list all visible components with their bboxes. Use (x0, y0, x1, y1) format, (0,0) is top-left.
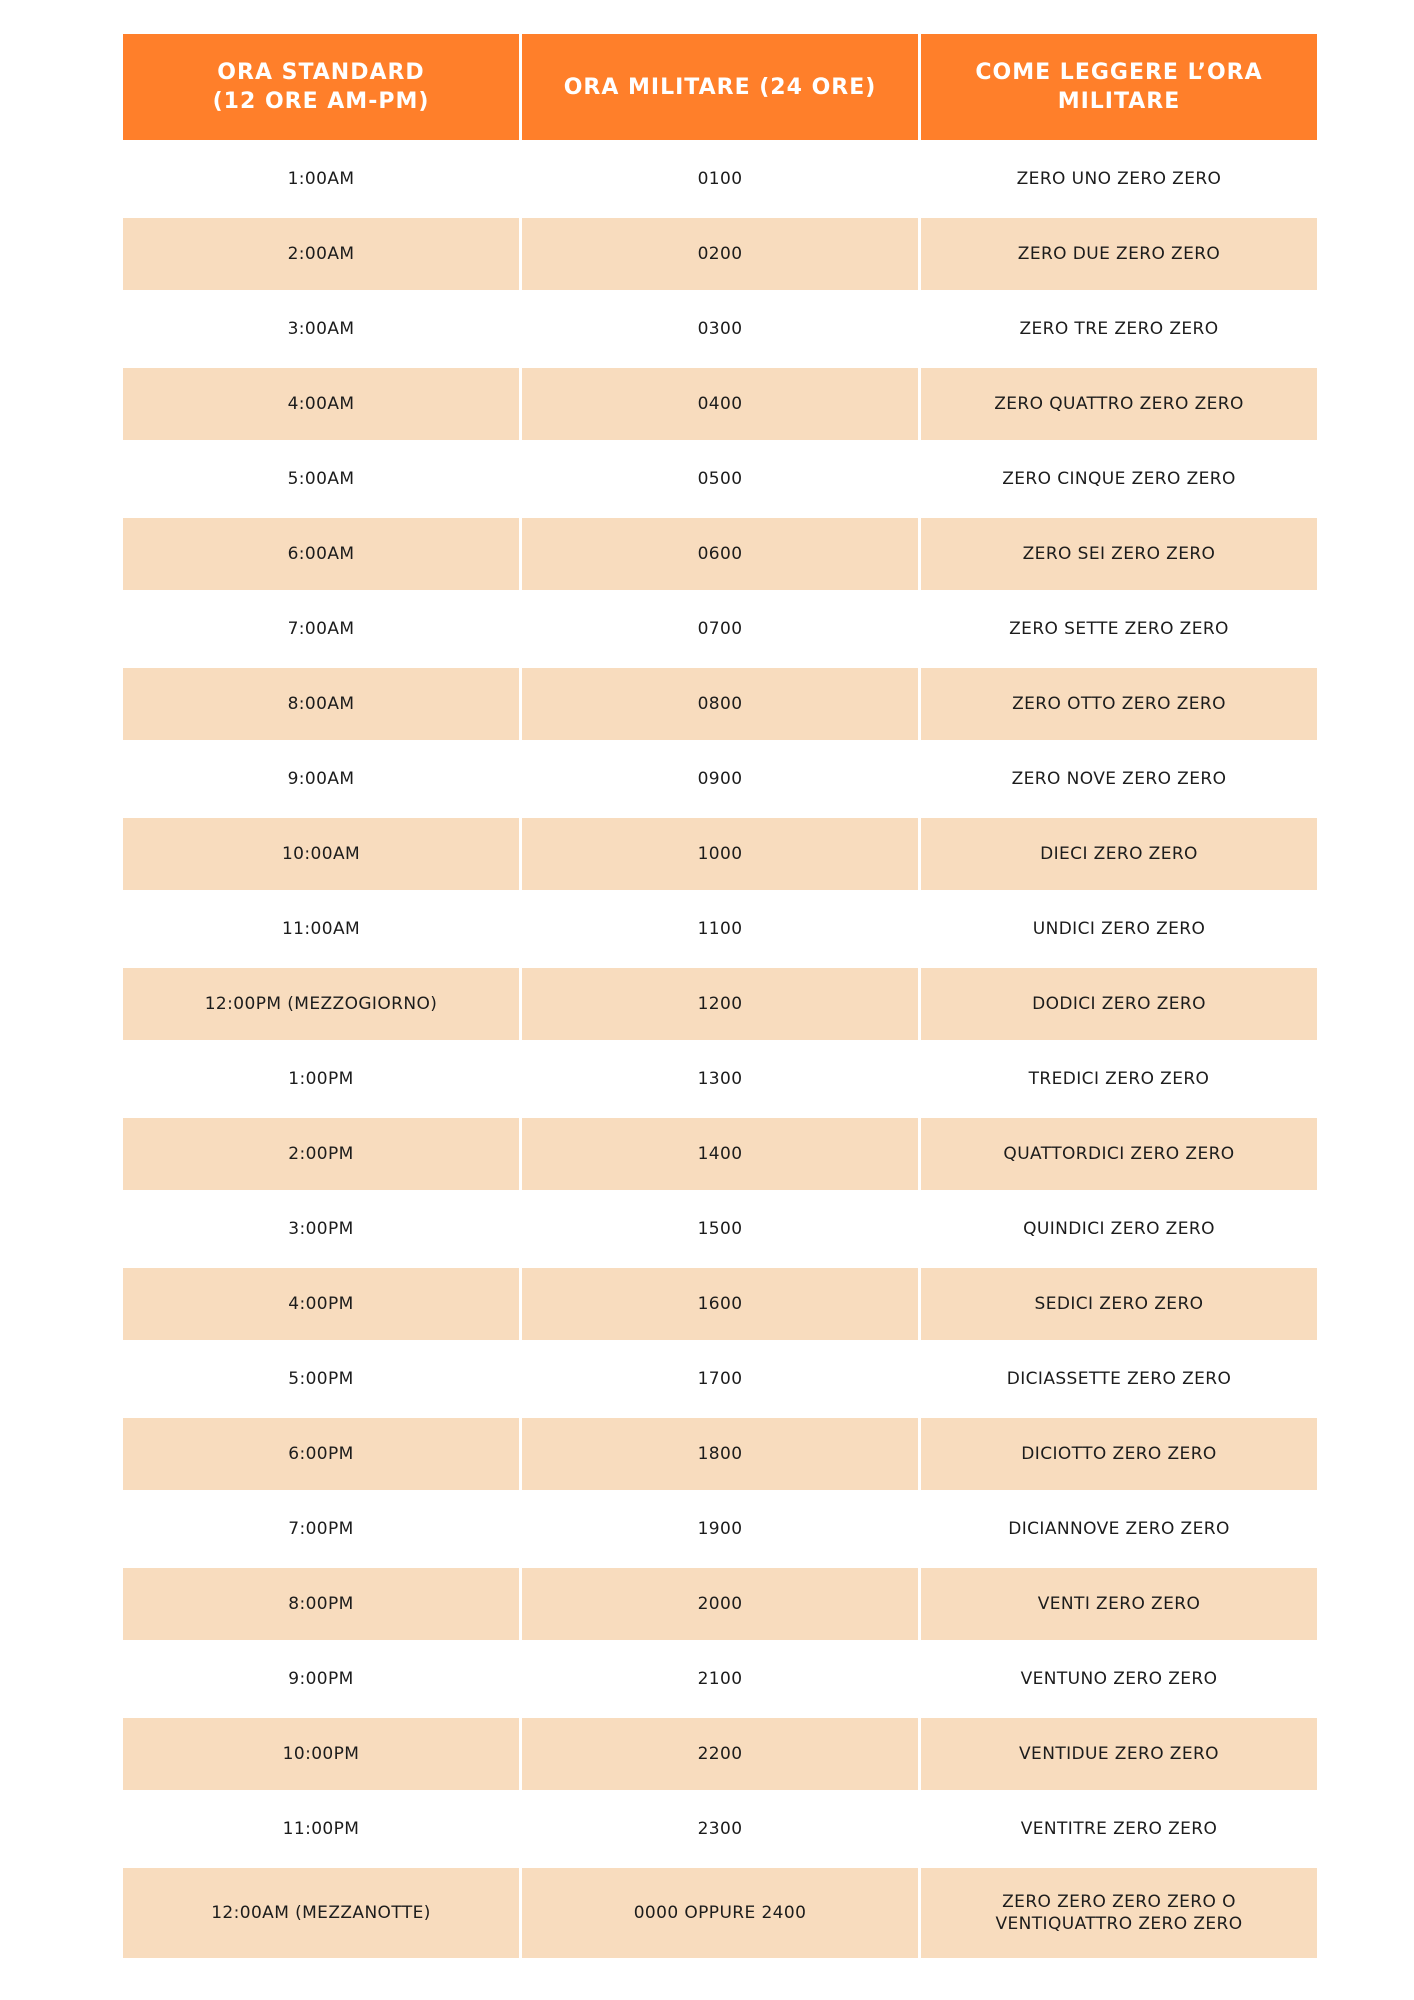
reading-cell: VENTITRE ZERO ZERO (921, 1793, 1317, 1865)
reading-cell: DIECI ZERO ZERO (921, 818, 1317, 890)
military-time-cell: 1700 (522, 1343, 918, 1415)
military-time-cell: 1200 (522, 968, 918, 1040)
reading-cell: ZERO SETTE ZERO ZERO (921, 593, 1317, 665)
standard-time-cell: 7:00PM (123, 1493, 519, 1565)
table-row (123, 143, 1317, 215)
reading-cell: QUINDICI ZERO ZERO (921, 1193, 1317, 1265)
table-row (123, 1643, 1317, 1715)
table-row (123, 818, 1317, 890)
military-time-cell: 0400 (522, 368, 918, 440)
military-time-cell: 0100 (522, 143, 918, 215)
military-time-cell: 0000 OPPURE 2400 (522, 1868, 918, 1958)
reading-cell: ZERO SEI ZERO ZERO (921, 518, 1317, 590)
standard-time-cell: 10:00PM (123, 1718, 519, 1790)
table-row (123, 1718, 1317, 1790)
reading-cell: ZERO CINQUE ZERO ZERO (921, 443, 1317, 515)
standard-time-cell: 4:00PM (123, 1268, 519, 1340)
header-how-to-read: COME LEGGERE L’ORA MILITARE (921, 34, 1317, 140)
reading-cell: DICIOTTO ZERO ZERO (921, 1418, 1317, 1490)
standard-time-cell: 5:00AM (123, 443, 519, 515)
military-time-cell: 1900 (522, 1493, 918, 1565)
military-time-cell: 0800 (522, 668, 918, 740)
military-time-cell: 2300 (522, 1793, 918, 1865)
table-row (123, 1118, 1317, 1190)
standard-time-cell: 1:00PM (123, 1043, 519, 1115)
standard-time-cell: 8:00AM (123, 668, 519, 740)
standard-time-cell: 7:00AM (123, 593, 519, 665)
table-row (123, 1268, 1317, 1340)
reading-cell: ZERO OTTO ZERO ZERO (921, 668, 1317, 740)
military-time-cell: 2000 (522, 1568, 918, 1640)
reading-cell: VENTI ZERO ZERO (921, 1568, 1317, 1640)
military-time-cell: 0900 (522, 743, 918, 815)
standard-time-cell: 8:00PM (123, 1568, 519, 1640)
reading-cell: DODICI ZERO ZERO (921, 968, 1317, 1040)
table-row (123, 1793, 1317, 1865)
standard-time-cell: 4:00AM (123, 368, 519, 440)
standard-time-cell: 6:00AM (123, 518, 519, 590)
standard-time-cell: 9:00AM (123, 743, 519, 815)
table-row (123, 968, 1317, 1040)
standard-time-cell: 6:00PM (123, 1418, 519, 1490)
table-header-row (123, 34, 1317, 140)
standard-time-cell: 11:00PM (123, 1793, 519, 1865)
table-row (123, 893, 1317, 965)
standard-time-cell: 12:00AM (MEZZANOTTE) (123, 1868, 519, 1958)
table-row (123, 218, 1317, 290)
table-row (123, 668, 1317, 740)
military-time-cell: 0300 (522, 293, 918, 365)
standard-time-cell: 3:00AM (123, 293, 519, 365)
military-time-cell: 1000 (522, 818, 918, 890)
military-time-cell: 1100 (522, 893, 918, 965)
table-row (123, 1418, 1317, 1490)
military-time-cell: 0600 (522, 518, 918, 590)
header-military-time: ORA MILITARE (24 ORE) (522, 34, 918, 140)
table-row (123, 1043, 1317, 1115)
military-time-table (123, 34, 1317, 1958)
reading-cell: ZERO NOVE ZERO ZERO (921, 743, 1317, 815)
reading-cell: ZERO TRE ZERO ZERO (921, 293, 1317, 365)
reading-cell: ZERO UNO ZERO ZERO (921, 143, 1317, 215)
standard-time-cell: 10:00AM (123, 818, 519, 890)
standard-time-cell: 2:00AM (123, 218, 519, 290)
table-row (123, 1193, 1317, 1265)
standard-time-cell: 11:00AM (123, 893, 519, 965)
military-time-cell: 1600 (522, 1268, 918, 1340)
header-standard-time: ORA STANDARD (12 ORE AM-PM) (123, 34, 519, 140)
table-row (123, 1493, 1317, 1565)
reading-cell: SEDICI ZERO ZERO (921, 1268, 1317, 1340)
military-time-cell: 0500 (522, 443, 918, 515)
military-time-cell: 1400 (522, 1118, 918, 1190)
standard-time-cell: 5:00PM (123, 1343, 519, 1415)
reading-cell: ZERO QUATTRO ZERO ZERO (921, 368, 1317, 440)
reading-cell: TREDICI ZERO ZERO (921, 1043, 1317, 1115)
military-time-cell: 2100 (522, 1643, 918, 1715)
table-row (123, 293, 1317, 365)
standard-time-cell: 2:00PM (123, 1118, 519, 1190)
standard-time-cell: 12:00PM (MEZZOGIORNO) (123, 968, 519, 1040)
table-row (123, 443, 1317, 515)
reading-cell: DICIASSETTE ZERO ZERO (921, 1343, 1317, 1415)
reading-cell: VENTUNO ZERO ZERO (921, 1643, 1317, 1715)
reading-cell: ZERO ZERO ZERO ZERO O VENTIQUATTRO ZERO ZERO (921, 1868, 1317, 1958)
reading-cell: VENTIDUE ZERO ZERO (921, 1718, 1317, 1790)
reading-cell: ZERO DUE ZERO ZERO (921, 218, 1317, 290)
table-row (123, 743, 1317, 815)
reading-cell: DICIANNOVE ZERO ZERO (921, 1493, 1317, 1565)
standard-time-cell: 1:00AM (123, 143, 519, 215)
reading-cell: QUATTORDICI ZERO ZERO (921, 1118, 1317, 1190)
table-row (123, 1568, 1317, 1640)
military-time-cell: 0700 (522, 593, 918, 665)
military-time-cell: 0200 (522, 218, 918, 290)
table-row (123, 593, 1317, 665)
table-row (123, 1868, 1317, 1958)
military-time-cell: 1300 (522, 1043, 918, 1115)
reading-cell: UNDICI ZERO ZERO (921, 893, 1317, 965)
military-time-cell: 1500 (522, 1193, 918, 1265)
table-row (123, 1343, 1317, 1415)
table-row (123, 368, 1317, 440)
standard-time-cell: 3:00PM (123, 1193, 519, 1265)
table-row (123, 518, 1317, 590)
standard-time-cell: 9:00PM (123, 1643, 519, 1715)
military-time-cell: 1800 (522, 1418, 918, 1490)
military-time-cell: 2200 (522, 1718, 918, 1790)
